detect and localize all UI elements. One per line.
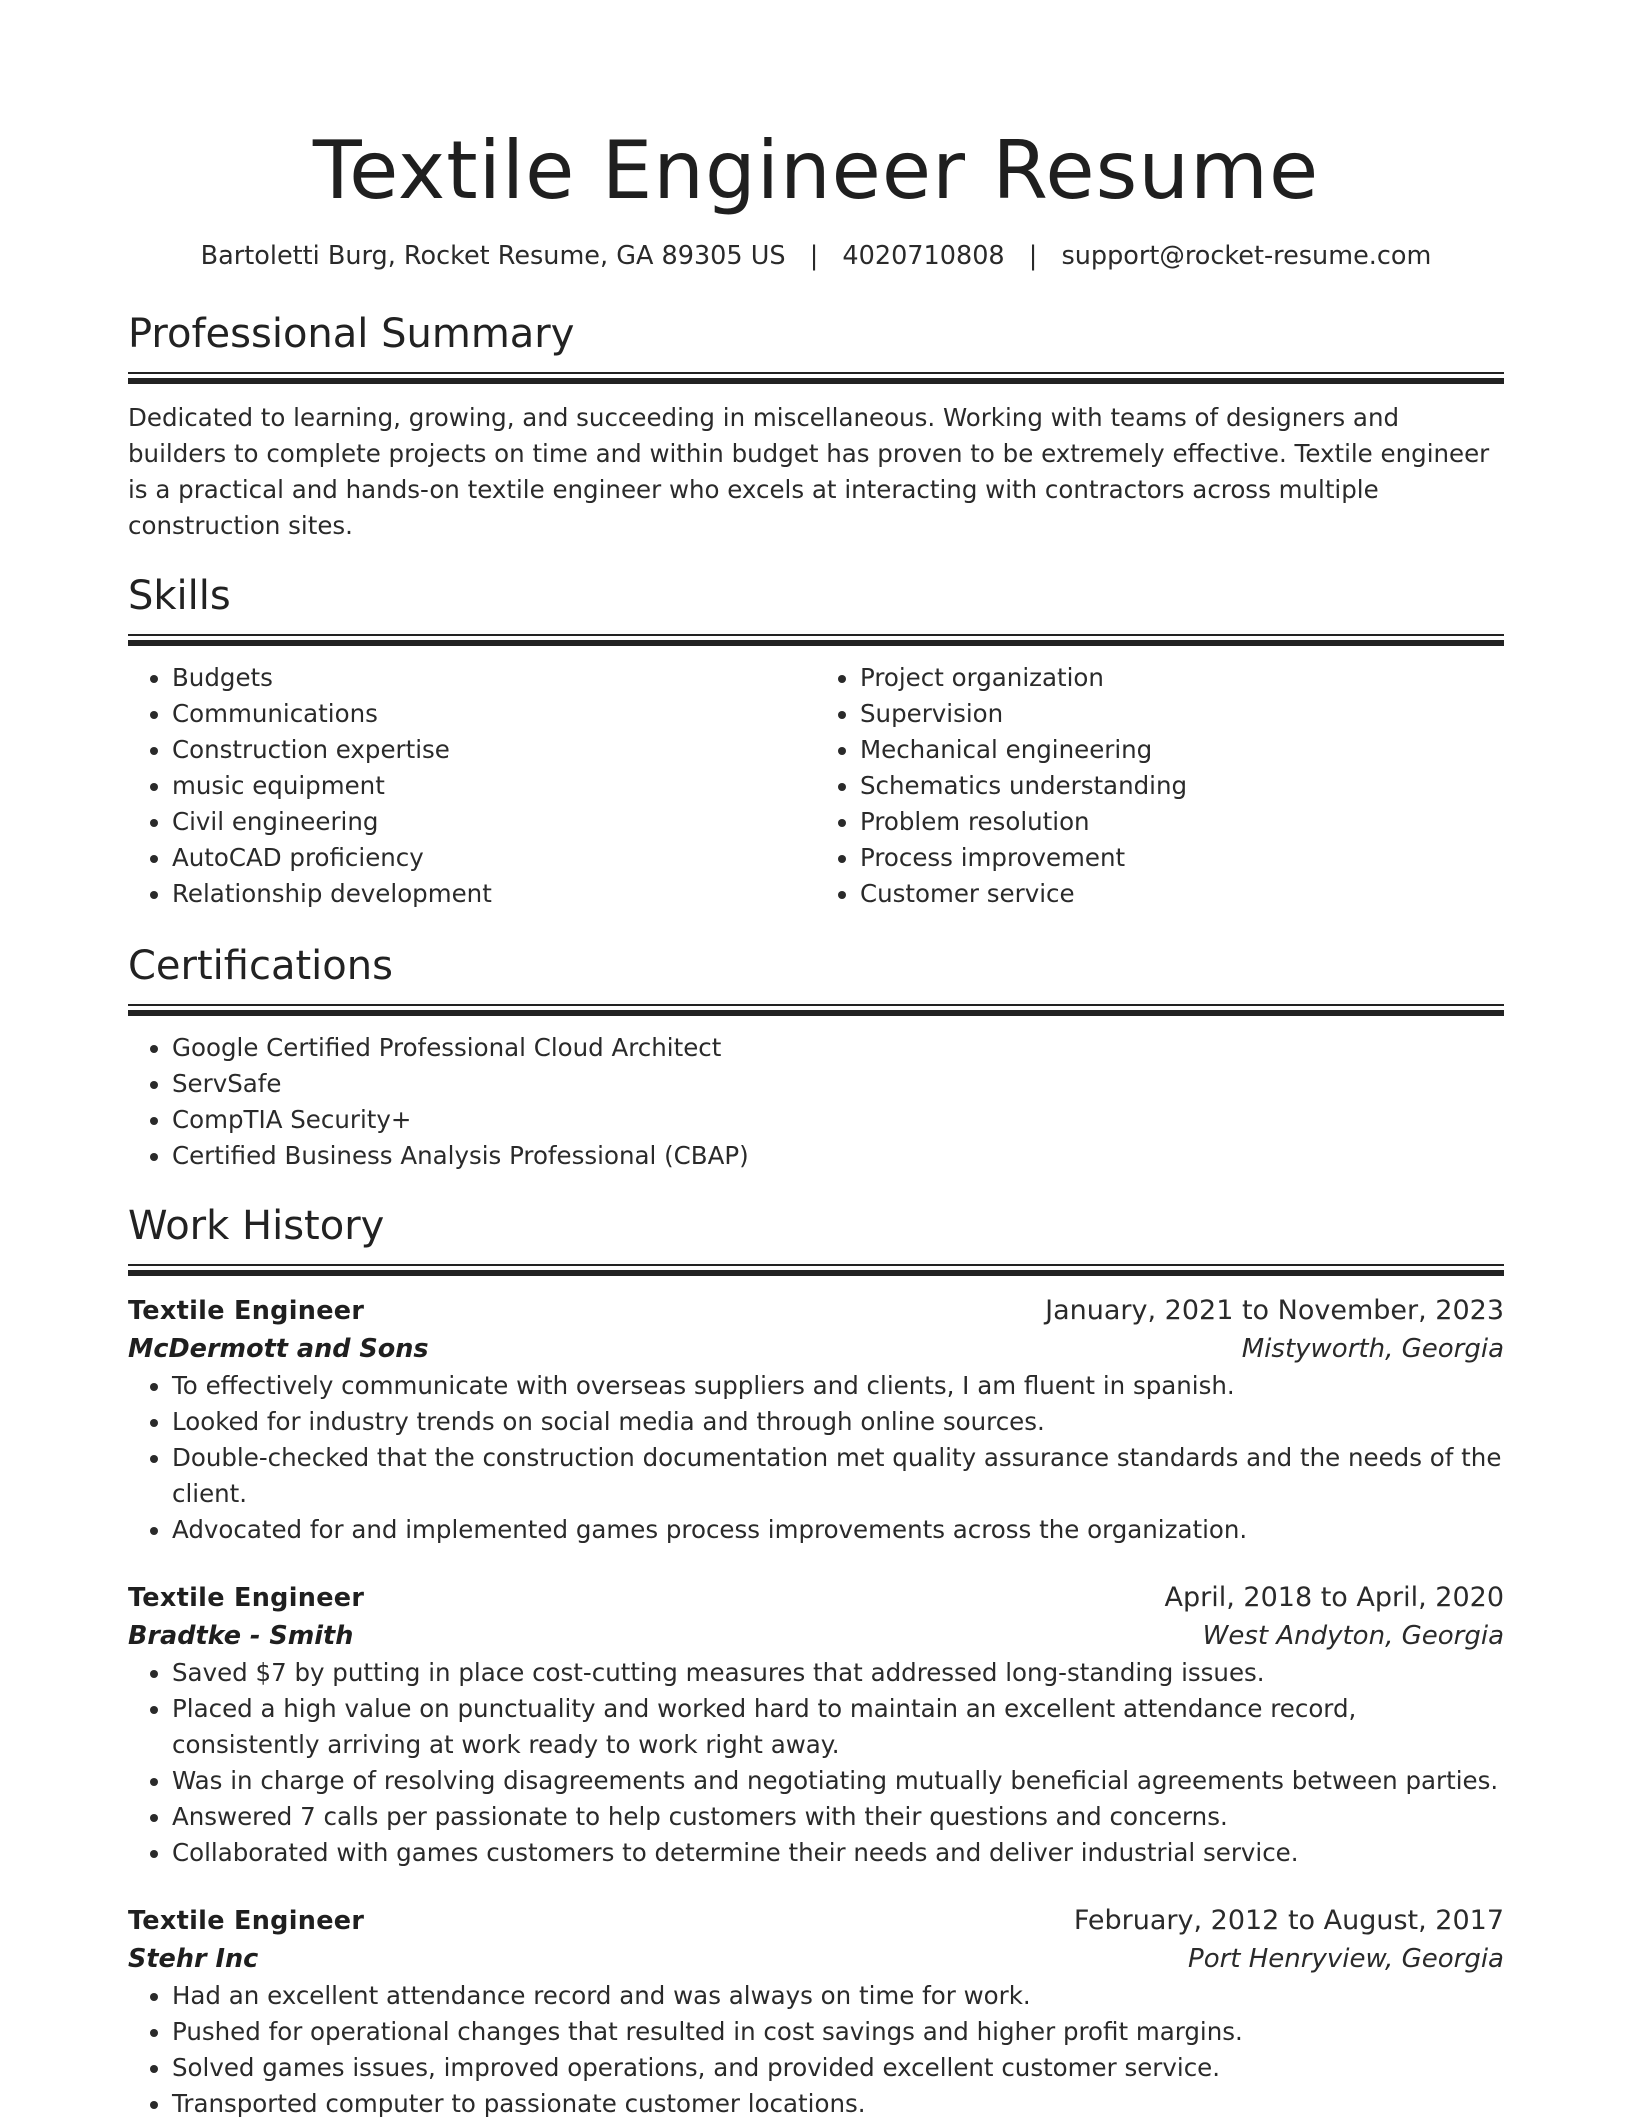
- skill-item: • Supervision: [860, 696, 1504, 732]
- job-company: Bradtke - Smith: [128, 1621, 354, 1651]
- section-divider: [128, 1264, 1504, 1276]
- job-company: Stehr Inc: [128, 1944, 259, 1974]
- job-header: [128, 1579, 1504, 1617]
- skill-item: • Process improvement: [860, 840, 1504, 876]
- job-entry: [128, 1902, 1504, 2122]
- skills-section: [128, 570, 1504, 912]
- skill-item: • Problem resolution: [860, 804, 1504, 840]
- contact-address: Bartoletti Burg, Rocket Resume, GA 89305 US: [200, 241, 786, 271]
- job-header: [128, 1902, 1504, 1940]
- job-bullet: • Answered 7 calls per passionate to help customers with their questions and concerns.: [172, 1799, 1504, 1835]
- job-title: Textile Engineer: [128, 1906, 365, 1936]
- job-title: Textile Engineer: [128, 1296, 365, 1326]
- job-subheader: [128, 1330, 1504, 1368]
- contact-phone: 4020710808: [842, 241, 1005, 271]
- section-divider: [128, 1004, 1504, 1016]
- job-location: Port Henryview, Georgia: [1188, 1944, 1504, 1974]
- section-heading: Skills: [128, 573, 231, 619]
- skill-item: • music equipment: [172, 768, 816, 804]
- job-bullet: • Looked for industry trends on social media and through online sources.: [172, 1404, 1504, 1440]
- skill-item: • Project organization: [860, 660, 1504, 696]
- certification-item: • Certified Business Analysis Professional (CBAP): [172, 1138, 1504, 1174]
- job-bullets: [128, 1655, 1504, 1871]
- work-history-section: [128, 1200, 1504, 2122]
- job-subheader: [128, 1617, 1504, 1655]
- job-dates: April, 2018 to April, 2020: [1164, 1582, 1504, 1613]
- skills-list-right: [816, 660, 1504, 912]
- contact-separator: |: [809, 241, 819, 271]
- skill-item: • Communications: [172, 696, 816, 732]
- job-bullet: • Advocated for and implemented games process improvements across the organization.: [172, 1512, 1504, 1548]
- summary-section: [128, 308, 1504, 544]
- contact-separator: |: [1028, 241, 1038, 271]
- skills-columns: [128, 660, 1504, 912]
- job-location: West Andyton, Georgia: [1202, 1621, 1504, 1651]
- section-heading: Work History: [128, 1203, 385, 1249]
- job-location: Mistyworth, Georgia: [1241, 1334, 1504, 1364]
- job-bullet: • To effectively communicate with overseas suppliers and clients, I am fluent in spanish.: [172, 1368, 1504, 1404]
- job-bullet: • Transported computer to passionate customer locations.: [172, 2086, 1504, 2122]
- certification-item: • ServSafe: [172, 1066, 1504, 1102]
- job-entry: [128, 1579, 1504, 1871]
- skills-list-left: [128, 660, 816, 912]
- job-company: McDermott and Sons: [128, 1334, 429, 1364]
- resume-title: Textile Engineer Resume: [312, 124, 1320, 217]
- contact-email: support@rocket-resume.com: [1061, 241, 1432, 271]
- contact-line: [128, 239, 1504, 273]
- job-bullet: • Solved games issues, improved operations, and provided excellent customer service.: [172, 2050, 1504, 2086]
- skill-item: • Schematics understanding: [860, 768, 1504, 804]
- job-bullet: • Pushed for operational changes that resulted in cost savings and higher profit margins.: [172, 2014, 1504, 2050]
- job-bullet: • Saved $7 by putting in place cost-cutting measures that addressed long-standing issues.: [172, 1655, 1504, 1691]
- skill-item: • Customer service: [860, 876, 1504, 912]
- job-dates: January, 2021 to November, 2023: [1045, 1295, 1504, 1326]
- section-heading: Certifications: [128, 943, 393, 989]
- certification-item: • Google Certified Professional Cloud Architect: [172, 1030, 1504, 1066]
- skill-item: • Mechanical engineering: [860, 732, 1504, 768]
- job-bullet: • Double-checked that the construction documentation met quality assurance standards and the needs of the client.: [172, 1440, 1504, 1512]
- certifications-section: [128, 940, 1504, 1174]
- job-entry: [128, 1292, 1504, 1548]
- skill-item: • AutoCAD proficiency: [172, 840, 816, 876]
- skill-item: • Civil engineering: [172, 804, 816, 840]
- job-header: [128, 1292, 1504, 1330]
- job-bullet: • Placed a high value on punctuality and worked hard to maintain an excellent attendance record, consistently arriving at work ready to work right away.: [172, 1691, 1504, 1763]
- job-bullet: • Had an excellent attendance record and was always on time for work.: [172, 1978, 1504, 2014]
- skill-item: • Relationship development: [172, 876, 816, 912]
- job-subheader: [128, 1940, 1504, 1978]
- skill-item: • Budgets: [172, 660, 816, 696]
- job-bullet: • Collaborated with games customers to determine their needs and deliver industrial service.: [172, 1835, 1504, 1871]
- skill-item: • Construction expertise: [172, 732, 816, 768]
- section-heading: Professional Summary: [128, 311, 575, 357]
- job-bullets: [128, 1978, 1504, 2122]
- job-title: Textile Engineer: [128, 1583, 365, 1613]
- job-bullets: [128, 1368, 1504, 1548]
- section-divider: [128, 372, 1504, 384]
- certifications-list: [128, 1030, 1504, 1174]
- summary-text: Dedicated to learning, growing, and succeeding in miscellaneous. Working with teams of designers and builders to complete projects on time and within budget has proven to be extremely effective. Textile engineer is a practical and hands-on textile engineer who excels at interacting with contractors across multiple construction sites.: [128, 403, 1490, 540]
- section-divider: [128, 634, 1504, 646]
- certification-item: • CompTIA Security+: [172, 1102, 1504, 1138]
- job-dates: February, 2012 to August, 2017: [1073, 1905, 1504, 1936]
- job-bullet: • Was in charge of resolving disagreements and negotiating mutually beneficial agreements between parties.: [172, 1763, 1504, 1799]
